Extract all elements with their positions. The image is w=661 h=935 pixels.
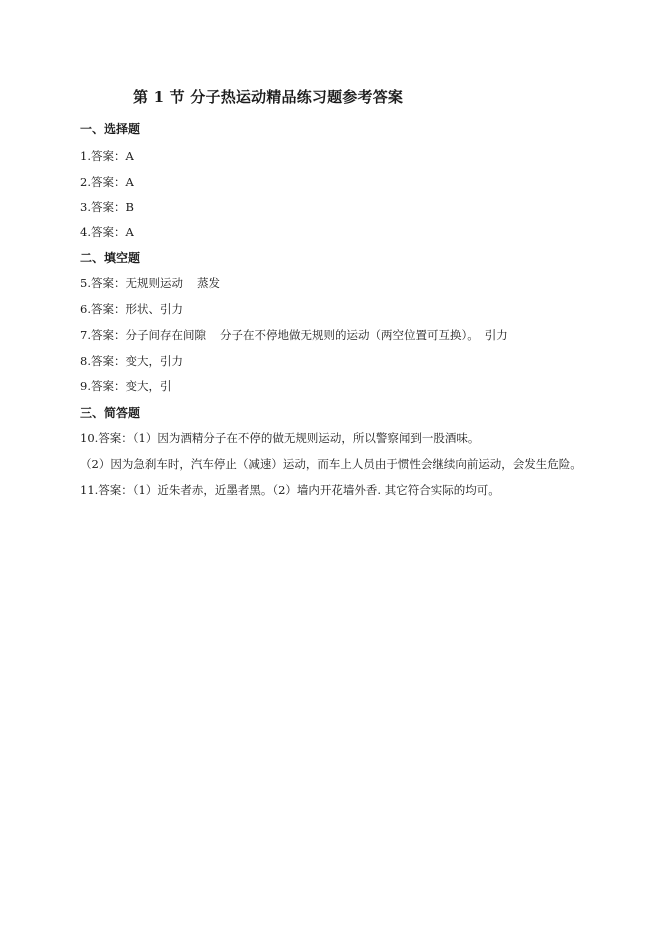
document-title: 第 1 节 分子热运动精品练习题参考答案 (133, 88, 404, 106)
answer-7-blank-1: 7.答案：分子间存在间隙 (80, 328, 206, 342)
answer-7-blank-3: 引力 (484, 328, 508, 342)
answer-2: 2.答案：A (80, 175, 134, 189)
answer-5-blank-2: 蒸发 (196, 276, 220, 290)
answer-8: 8.答案：变大，引力 (80, 354, 183, 368)
answer-5-blank-1: 5.答案：无规则运动 (80, 276, 183, 290)
section-heading-choice: 一、选择题 (80, 122, 141, 136)
section-heading-fill: 二、填空题 (80, 251, 141, 265)
answer-1: 1.答案：A (80, 149, 134, 163)
answer-7 (80, 327, 508, 343)
answer-10-line-2: （2）因为急刹车时，汽车停止（减速）运动，而车上人员由于惯性会继续向前运动，会发生危险。 (80, 457, 582, 471)
answer-3: 3.答案：B (80, 200, 134, 214)
answer-7-blank-2: 分子在不停地做无规则的运动（两空位置可互换）。 (219, 328, 479, 342)
answer-5 (80, 275, 220, 291)
answer-9: 9.答案：变大，引 (80, 379, 172, 393)
answer-10-line-1: 10.答案：（1）因为酒精分子在不停的做无规则运动，所以警察闻到一股酒味。 (80, 431, 480, 445)
answer-4: 4.答案：A (80, 225, 134, 239)
section-heading-short: 三、简答题 (80, 406, 141, 420)
answer-11: 11.答案：（1）近朱者赤，近墨者黑。（2）墙内开花墙外香. 其它符合实际的均可。 (80, 483, 500, 497)
answer-6: 6.答案：形状、引力 (80, 302, 183, 316)
